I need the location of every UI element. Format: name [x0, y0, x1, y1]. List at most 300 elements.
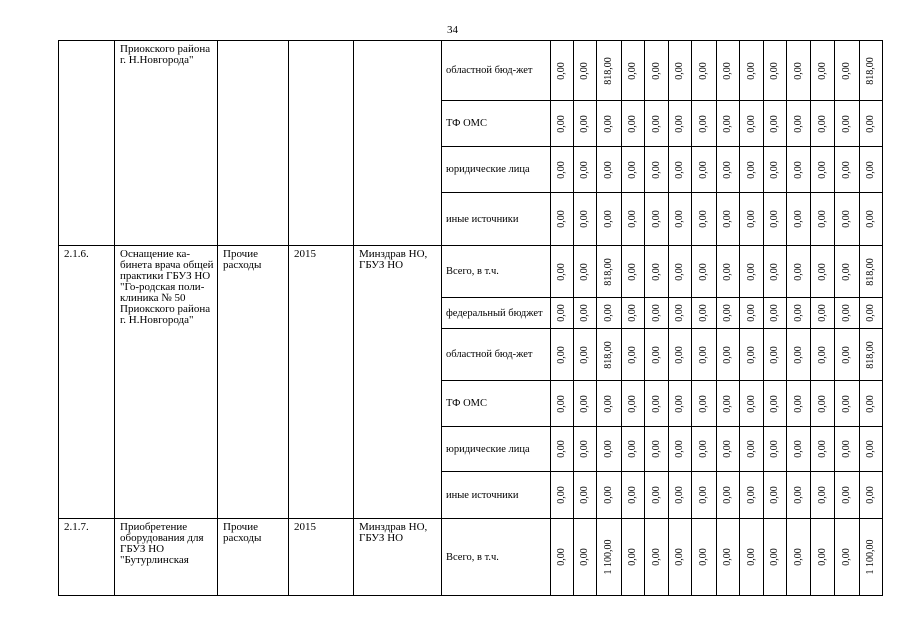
amount-value: 1 100,00 — [865, 539, 876, 575]
amount-value: 0,00 — [674, 440, 685, 458]
amount-value: 0,00 — [865, 114, 876, 133]
amount-cell — [811, 427, 835, 472]
amount-value: 0,00 — [769, 440, 780, 458]
amount-value: 0,00 — [722, 304, 733, 322]
amount-value: 0,00 — [556, 345, 567, 364]
amount-cell — [860, 101, 883, 147]
amount-value: 0,00 — [745, 345, 757, 364]
amount-value: 0,00 — [792, 304, 804, 322]
amount-value: 0,00 — [698, 345, 709, 364]
amount-cell — [645, 246, 669, 298]
amount-cell — [645, 41, 669, 101]
amount-cell — [860, 329, 883, 381]
amount-value: 0,00 — [650, 304, 662, 322]
amount-cell — [622, 329, 645, 381]
amount-value: 0,00 — [627, 262, 638, 281]
amount-cell — [692, 246, 717, 298]
amount-cell — [764, 472, 787, 519]
amount-value: 0,00 — [556, 160, 567, 179]
amount-cell — [622, 298, 645, 329]
table-row — [59, 41, 883, 101]
amount-value: 0,00 — [650, 114, 662, 133]
amount-value: 0,00 — [579, 548, 590, 566]
expense-type: Прочие расходы — [218, 519, 289, 596]
amount-cell — [764, 246, 787, 298]
amount-cell — [740, 427, 764, 472]
amount-cell — [717, 472, 740, 519]
amount-value: 0,00 — [650, 262, 662, 281]
amount-cell — [669, 381, 692, 427]
page-number: 34 — [447, 24, 458, 36]
item-number — [59, 41, 115, 246]
amount-value: 0,00 — [769, 486, 780, 504]
amount-cell — [669, 298, 692, 329]
amount-cell — [622, 41, 645, 101]
amount-cell — [787, 193, 811, 246]
amount-value: 0,00 — [603, 160, 614, 179]
amount-value: 0,00 — [579, 160, 590, 179]
amount-cell — [692, 193, 717, 246]
amount-cell — [622, 246, 645, 298]
amount-cell — [574, 101, 597, 147]
amount-value: 0,00 — [698, 394, 709, 413]
amount-cell — [645, 147, 669, 193]
funding-source: юридические лица — [442, 427, 551, 472]
amount-value: 0,00 — [603, 394, 614, 413]
item-name: Оснащение ка-бинета врача общей практики ГБУЗ НО "Го-родская поли-клиника № 50 Приокского района г. Н.Новгорода" — [115, 246, 218, 519]
amount-cell — [669, 246, 692, 298]
amount-cell — [551, 246, 574, 298]
amount-value: 0,00 — [674, 486, 685, 504]
amount-value: 0,00 — [865, 394, 876, 413]
expense-type: Прочие расходы — [218, 246, 289, 519]
amount-value: 0,00 — [674, 114, 685, 133]
amount-value: 0,00 — [579, 304, 590, 322]
amount-cell — [835, 41, 860, 101]
amount-cell — [597, 381, 622, 427]
amount-cell — [669, 41, 692, 101]
amount-value: 0,00 — [579, 394, 590, 413]
amount-value: 0,00 — [816, 394, 828, 413]
amount-value: 0,00 — [556, 394, 567, 413]
amount-value: 0,00 — [792, 486, 804, 504]
amount-cell — [551, 519, 574, 596]
amount-cell — [574, 246, 597, 298]
amount-cell — [787, 147, 811, 193]
amount-cell — [597, 193, 622, 246]
item-executor: Минздрав НО, ГБУЗ НО — [354, 246, 442, 519]
amount-cell — [622, 519, 645, 596]
amount-value: 0,00 — [722, 440, 733, 458]
amount-cell — [787, 427, 811, 472]
amount-value: 0,00 — [698, 210, 709, 228]
funding-source: областной бюд-жет — [442, 329, 551, 381]
funding-source: юридические лица — [442, 147, 551, 193]
amount-value: 0,00 — [816, 210, 828, 228]
amount-cell — [764, 147, 787, 193]
amount-value: 0,00 — [769, 61, 780, 80]
amount-value: 0,00 — [698, 262, 709, 281]
amount-value: 0,00 — [698, 114, 709, 133]
amount-value: 0,00 — [769, 394, 780, 413]
amount-value: 818,00 — [865, 257, 876, 286]
amount-cell — [551, 41, 574, 101]
amount-cell — [574, 381, 597, 427]
funding-source: иные источники — [442, 472, 551, 519]
amount-value: 0,00 — [792, 440, 804, 458]
amount-value: 0,00 — [816, 440, 828, 458]
amount-value: 818,00 — [603, 340, 614, 369]
amount-cell — [645, 101, 669, 147]
amount-cell — [835, 519, 860, 596]
amount-cell — [860, 472, 883, 519]
amount-value: 0,00 — [603, 304, 614, 322]
amount-value: 0,00 — [722, 345, 733, 364]
amount-value: 0,00 — [722, 210, 733, 228]
amount-value: 818,00 — [865, 56, 876, 85]
amount-value: 0,00 — [745, 114, 757, 133]
amount-cell — [740, 472, 764, 519]
amount-value: 0,00 — [722, 548, 733, 566]
amount-value: 0,00 — [650, 440, 662, 458]
amount-value: 0,00 — [556, 210, 567, 228]
funding-source: Всего, в т.ч. — [442, 246, 551, 298]
amount-cell — [574, 298, 597, 329]
amount-value: 0,00 — [792, 345, 804, 364]
amount-cell — [669, 427, 692, 472]
amount-value: 818,00 — [603, 56, 614, 85]
amount-value: 0,00 — [841, 345, 852, 364]
amount-value: 0,00 — [698, 304, 709, 322]
amount-cell — [622, 101, 645, 147]
amount-value: 0,00 — [745, 210, 757, 228]
amount-cell — [787, 41, 811, 101]
amount-cell — [622, 381, 645, 427]
amount-value: 0,00 — [698, 61, 709, 80]
amount-cell — [787, 329, 811, 381]
amount-cell — [811, 329, 835, 381]
amount-cell — [574, 41, 597, 101]
amount-value: 0,00 — [650, 548, 662, 566]
funding-source: ТФ ОМС — [442, 381, 551, 427]
item-year: 2015 — [289, 246, 354, 519]
expense-type — [218, 41, 289, 246]
amount-value: 0,00 — [816, 262, 828, 281]
amount-cell — [551, 427, 574, 472]
amount-value: 0,00 — [792, 394, 804, 413]
amount-cell — [764, 101, 787, 147]
amount-value: 0,00 — [865, 160, 876, 179]
amount-cell — [835, 246, 860, 298]
amount-value: 0,00 — [865, 440, 876, 458]
amount-value: 818,00 — [865, 340, 876, 369]
amount-value: 0,00 — [769, 262, 780, 281]
amount-value: 1 100,00 — [603, 539, 614, 575]
amount-cell — [811, 193, 835, 246]
amount-value: 0,00 — [841, 486, 852, 504]
amount-cell — [645, 381, 669, 427]
table-row — [59, 519, 883, 596]
amount-value: 0,00 — [722, 262, 733, 281]
amount-cell — [622, 193, 645, 246]
amount-cell — [740, 147, 764, 193]
amount-cell — [835, 298, 860, 329]
amount-cell — [574, 472, 597, 519]
amount-value: 0,00 — [674, 210, 685, 228]
amount-cell — [835, 101, 860, 147]
amount-cell — [764, 381, 787, 427]
funding-source: федеральный бюджет — [442, 298, 551, 329]
amount-cell — [740, 193, 764, 246]
amount-cell — [622, 147, 645, 193]
amount-value: 0,00 — [627, 440, 638, 458]
amount-cell — [717, 246, 740, 298]
amount-cell — [551, 298, 574, 329]
amount-value: 0,00 — [674, 304, 685, 322]
amount-value: 0,00 — [792, 262, 804, 281]
amount-cell — [860, 193, 883, 246]
amount-cell — [835, 427, 860, 472]
amount-cell — [740, 519, 764, 596]
amount-cell — [669, 193, 692, 246]
amount-value: 0,00 — [674, 345, 685, 364]
amount-cell — [717, 193, 740, 246]
item-name: Приокского района г. Н.Новгорода" — [115, 41, 218, 246]
amount-value: 0,00 — [865, 486, 876, 504]
amount-value: 0,00 — [816, 61, 828, 80]
amount-cell — [597, 246, 622, 298]
amount-value: 0,00 — [627, 345, 638, 364]
amount-cell — [811, 147, 835, 193]
amount-cell — [574, 147, 597, 193]
amount-cell — [860, 381, 883, 427]
amount-value: 0,00 — [674, 160, 685, 179]
amount-cell — [787, 246, 811, 298]
amount-value: 0,00 — [792, 210, 804, 228]
amount-cell — [597, 472, 622, 519]
amount-cell — [645, 519, 669, 596]
amount-value: 0,00 — [627, 61, 638, 80]
amount-value: 0,00 — [745, 394, 757, 413]
amount-value: 0,00 — [792, 548, 804, 566]
amount-value: 0,00 — [816, 486, 828, 504]
amount-cell — [669, 329, 692, 381]
amount-cell — [811, 519, 835, 596]
amount-cell — [645, 298, 669, 329]
amount-value: 0,00 — [769, 160, 780, 179]
amount-cell — [597, 298, 622, 329]
amount-cell — [787, 298, 811, 329]
amount-value: 0,00 — [722, 160, 733, 179]
amount-value: 0,00 — [816, 304, 828, 322]
item-executor — [354, 41, 442, 246]
amount-value: 0,00 — [865, 210, 876, 228]
amount-cell — [692, 472, 717, 519]
amount-value: 0,00 — [841, 114, 852, 133]
amount-value: 0,00 — [650, 160, 662, 179]
amount-cell — [764, 298, 787, 329]
amount-value: 0,00 — [769, 210, 780, 228]
amount-value: 0,00 — [722, 61, 733, 80]
amount-value: 0,00 — [698, 160, 709, 179]
item-number: 2.1.6. — [59, 246, 115, 519]
amount-cell — [717, 427, 740, 472]
amount-value: 0,00 — [841, 548, 852, 566]
amount-value: 0,00 — [816, 345, 828, 364]
amount-cell — [622, 472, 645, 519]
amount-cell — [597, 41, 622, 101]
amount-cell — [740, 101, 764, 147]
amount-cell — [551, 381, 574, 427]
amount-value: 0,00 — [722, 394, 733, 413]
amount-value: 0,00 — [650, 394, 662, 413]
amount-value: 0,00 — [627, 160, 638, 179]
amount-cell — [740, 298, 764, 329]
amount-value: 0,00 — [627, 394, 638, 413]
amount-cell — [764, 427, 787, 472]
amount-cell — [811, 101, 835, 147]
amount-value: 0,00 — [579, 486, 590, 504]
amount-value: 0,00 — [556, 304, 567, 322]
amount-cell — [740, 246, 764, 298]
amount-value: 0,00 — [792, 61, 804, 80]
amount-cell — [811, 246, 835, 298]
amount-cell — [860, 41, 883, 101]
amount-value: 0,00 — [698, 486, 709, 504]
amount-cell — [574, 519, 597, 596]
amount-cell — [692, 298, 717, 329]
amount-cell — [717, 329, 740, 381]
amount-value: 0,00 — [722, 114, 733, 133]
amount-value: 0,00 — [627, 210, 638, 228]
amount-value: 0,00 — [698, 548, 709, 566]
item-number: 2.1.7. — [59, 519, 115, 596]
amount-value: 0,00 — [579, 345, 590, 364]
amount-value: 0,00 — [698, 440, 709, 458]
amount-value: 0,00 — [556, 114, 567, 133]
amount-cell — [787, 519, 811, 596]
amount-value: 0,00 — [579, 61, 590, 80]
amount-value: 0,00 — [603, 486, 614, 504]
funding-source: Всего, в т.ч. — [442, 519, 551, 596]
amount-value: 0,00 — [745, 304, 757, 322]
amount-cell — [835, 147, 860, 193]
amount-cell — [597, 147, 622, 193]
amount-cell — [692, 329, 717, 381]
amount-value: 0,00 — [627, 114, 638, 133]
amount-cell — [717, 298, 740, 329]
amount-cell — [717, 381, 740, 427]
amount-value: 0,00 — [674, 61, 685, 80]
amount-cell — [645, 427, 669, 472]
item-year: 2015 — [289, 519, 354, 596]
amount-value: 0,00 — [627, 548, 638, 566]
amount-cell — [835, 472, 860, 519]
amount-value: 0,00 — [556, 440, 567, 458]
amount-cell — [574, 427, 597, 472]
amount-cell — [740, 329, 764, 381]
amount-cell — [645, 329, 669, 381]
amount-value: 0,00 — [650, 345, 662, 364]
amount-value: 0,00 — [841, 61, 852, 80]
amount-cell — [597, 519, 622, 596]
amount-value: 0,00 — [674, 548, 685, 566]
amount-cell — [860, 147, 883, 193]
amount-cell — [835, 381, 860, 427]
amount-value: 0,00 — [816, 160, 828, 179]
amount-value: 0,00 — [745, 61, 757, 80]
amount-cell — [551, 101, 574, 147]
amount-cell — [717, 519, 740, 596]
amount-cell — [574, 193, 597, 246]
amount-value: 0,00 — [674, 262, 685, 281]
amount-cell — [764, 329, 787, 381]
amount-value: 0,00 — [841, 394, 852, 413]
amount-cell — [860, 246, 883, 298]
amount-cell — [597, 427, 622, 472]
amount-value: 0,00 — [792, 114, 804, 133]
funding-source: областной бюд-жет — [442, 41, 551, 101]
amount-value: 0,00 — [674, 394, 685, 413]
item-year — [289, 41, 354, 246]
amount-cell — [860, 519, 883, 596]
amount-cell — [692, 427, 717, 472]
amount-value: 0,00 — [769, 304, 780, 322]
amount-value: 0,00 — [841, 304, 852, 322]
amount-value: 0,00 — [745, 486, 757, 504]
amount-value: 0,00 — [556, 548, 567, 566]
amount-cell — [787, 101, 811, 147]
amount-value: 0,00 — [579, 114, 590, 133]
amount-cell — [669, 101, 692, 147]
amount-cell — [551, 193, 574, 246]
amount-cell — [551, 329, 574, 381]
amount-value: 0,00 — [745, 262, 757, 281]
amount-value: 0,00 — [579, 210, 590, 228]
amount-value: 0,00 — [603, 210, 614, 228]
amount-cell — [811, 472, 835, 519]
amount-value: 0,00 — [841, 262, 852, 281]
amount-cell — [740, 381, 764, 427]
amount-value: 0,00 — [865, 304, 876, 322]
amount-value: 0,00 — [603, 114, 614, 133]
amount-cell — [764, 41, 787, 101]
amount-value: 0,00 — [579, 262, 590, 281]
amount-cell — [787, 472, 811, 519]
amount-cell — [860, 427, 883, 472]
amount-cell — [551, 472, 574, 519]
amount-cell — [597, 101, 622, 147]
amount-cell — [811, 298, 835, 329]
amount-cell — [717, 101, 740, 147]
amount-value: 0,00 — [556, 262, 567, 281]
funding-source: иные источники — [442, 193, 551, 246]
amount-value: 0,00 — [627, 486, 638, 504]
amount-cell — [692, 381, 717, 427]
amount-cell — [551, 147, 574, 193]
funding-source: ТФ ОМС — [442, 101, 551, 147]
amount-cell — [645, 193, 669, 246]
amount-value: 0,00 — [769, 548, 780, 566]
amount-value: 0,00 — [556, 486, 567, 504]
amount-value: 0,00 — [769, 114, 780, 133]
amount-value: 0,00 — [745, 440, 757, 458]
item-executor: Минздрав НО, ГБУЗ НО — [354, 519, 442, 596]
amount-value: 0,00 — [745, 548, 757, 566]
amount-value: 0,00 — [841, 160, 852, 179]
amount-cell — [692, 101, 717, 147]
amount-cell — [622, 427, 645, 472]
